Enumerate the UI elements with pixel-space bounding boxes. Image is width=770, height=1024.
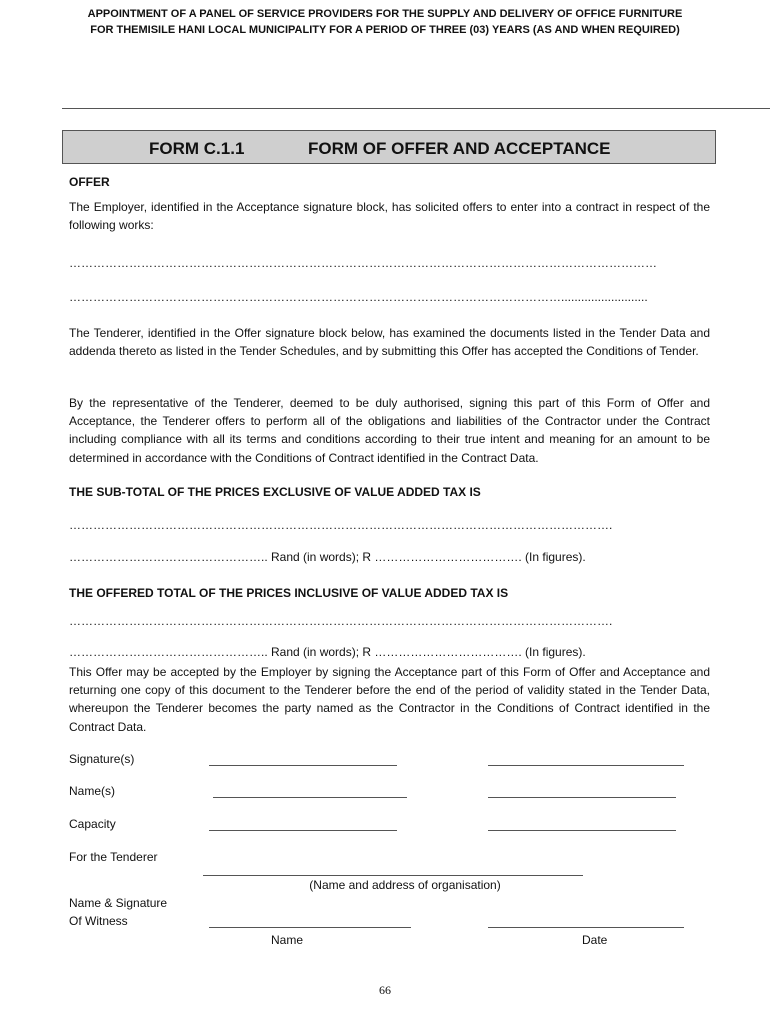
offer-paragraph-3: By the representative of the Tenderer, deemed to be duly authorised, signing this part of this Form of Offer and Acceptance, the Tenderer offers to perform all of the obligations and liabilities of the Contractor under the Contract including compliance with all its terms and conditions according to their true intent and meaning for an amount to be determined in accordance with the Conditions of Contract identified in the Contract Data. <box>69 396 710 465</box>
capacity-line-1[interactable] <box>209 830 397 831</box>
organisation-line[interactable] <box>203 875 583 876</box>
organisation-caption: (Name and address of organisation) <box>309 878 501 892</box>
witness-label-2: Of Witness <box>69 914 128 928</box>
witness-name-caption: Name <box>271 933 304 947</box>
witness-date-caption: Date <box>582 933 608 947</box>
header-line-2: FOR THEMISILE HANI LOCAL MUNICIPALITY FOR A PERIOD OF THREE (03) YEARS (AS AND WHEN REQUIRED) <box>90 24 680 36</box>
total-words-line[interactable]: ………………………………………………………………………………………………………………………. <box>69 614 613 628</box>
works-line-2[interactable]: …………………………………………………………………………………………………………….......................... <box>69 290 648 304</box>
name-line-2[interactable] <box>488 797 676 798</box>
subtotal-amount-line[interactable]: ………………………………………….. Rand (in words); R ………………………………. (In figures). <box>69 550 586 564</box>
offer-paragraph-1: The Employer, identified in the Acceptance signature block, has solicited offers to enter into a contract in respect of the following works: <box>69 200 710 233</box>
capacity-line-2[interactable] <box>488 830 676 831</box>
works-line-1[interactable]: ………………………………………………………………………………………………………………………………… <box>69 256 657 270</box>
witness-label-1: Name & Signature <box>69 896 168 910</box>
signature-line-2[interactable] <box>488 765 684 766</box>
witness-date-line[interactable] <box>488 927 684 928</box>
offer-paragraph-2: The Tenderer, identified in the Offer signature block below, has examined the documents listed in the Tender Data and addenda thereto as listed in the Tender Schedules, and by submitting this Offer has accepted the Conditions of Tender. <box>69 326 710 359</box>
form-code: FORM C.1.1 <box>149 139 245 158</box>
signature-line-1[interactable] <box>209 765 397 766</box>
form-title-box <box>62 130 716 164</box>
offer-paragraph-4: This Offer may be accepted by the Employer by signing the Acceptance part of this Form of Offer and Acceptance and returning one copy of this document to the Tenderer before the end of the period of validity stated in the Tender Data, whereupon the Tenderer becomes the party named as the Contractor in the Conditions of Contract identified in the Contract Data. <box>69 665 710 734</box>
name-line-1[interactable] <box>213 797 407 798</box>
document-header <box>0 6 770 38</box>
witness-name-line[interactable] <box>209 927 411 928</box>
page-number: 66 <box>379 983 391 997</box>
header-rule <box>62 108 770 109</box>
signatures-label: Signature(s) <box>69 752 135 766</box>
subtotal-words-line[interactable]: ………………………………………………………………………………………………………………………. <box>69 518 613 532</box>
names-label: Name(s) <box>69 784 116 798</box>
total-amount-line[interactable]: ………………………………………….. Rand (in words); R ………………………………. (In figures). <box>69 645 586 659</box>
capacity-label: Capacity <box>69 817 116 831</box>
total-heading: THE OFFERED TOTAL OF THE PRICES INCLUSIVE OF VALUE ADDED TAX IS <box>69 586 509 600</box>
header-line-1: APPOINTMENT OF A PANEL OF SERVICE PROVIDERS FOR THE SUPPLY AND DELIVERY OF OFFICE FURNITURE <box>87 8 683 20</box>
subtotal-heading: THE SUB-TOTAL OF THE PRICES EXCLUSIVE OF VALUE ADDED TAX IS <box>69 485 481 499</box>
form-title: FORM OF OFFER AND ACCEPTANCE <box>308 139 611 158</box>
for-tenderer-label: For the Tenderer <box>69 850 158 864</box>
offer-heading: OFFER <box>69 175 110 189</box>
